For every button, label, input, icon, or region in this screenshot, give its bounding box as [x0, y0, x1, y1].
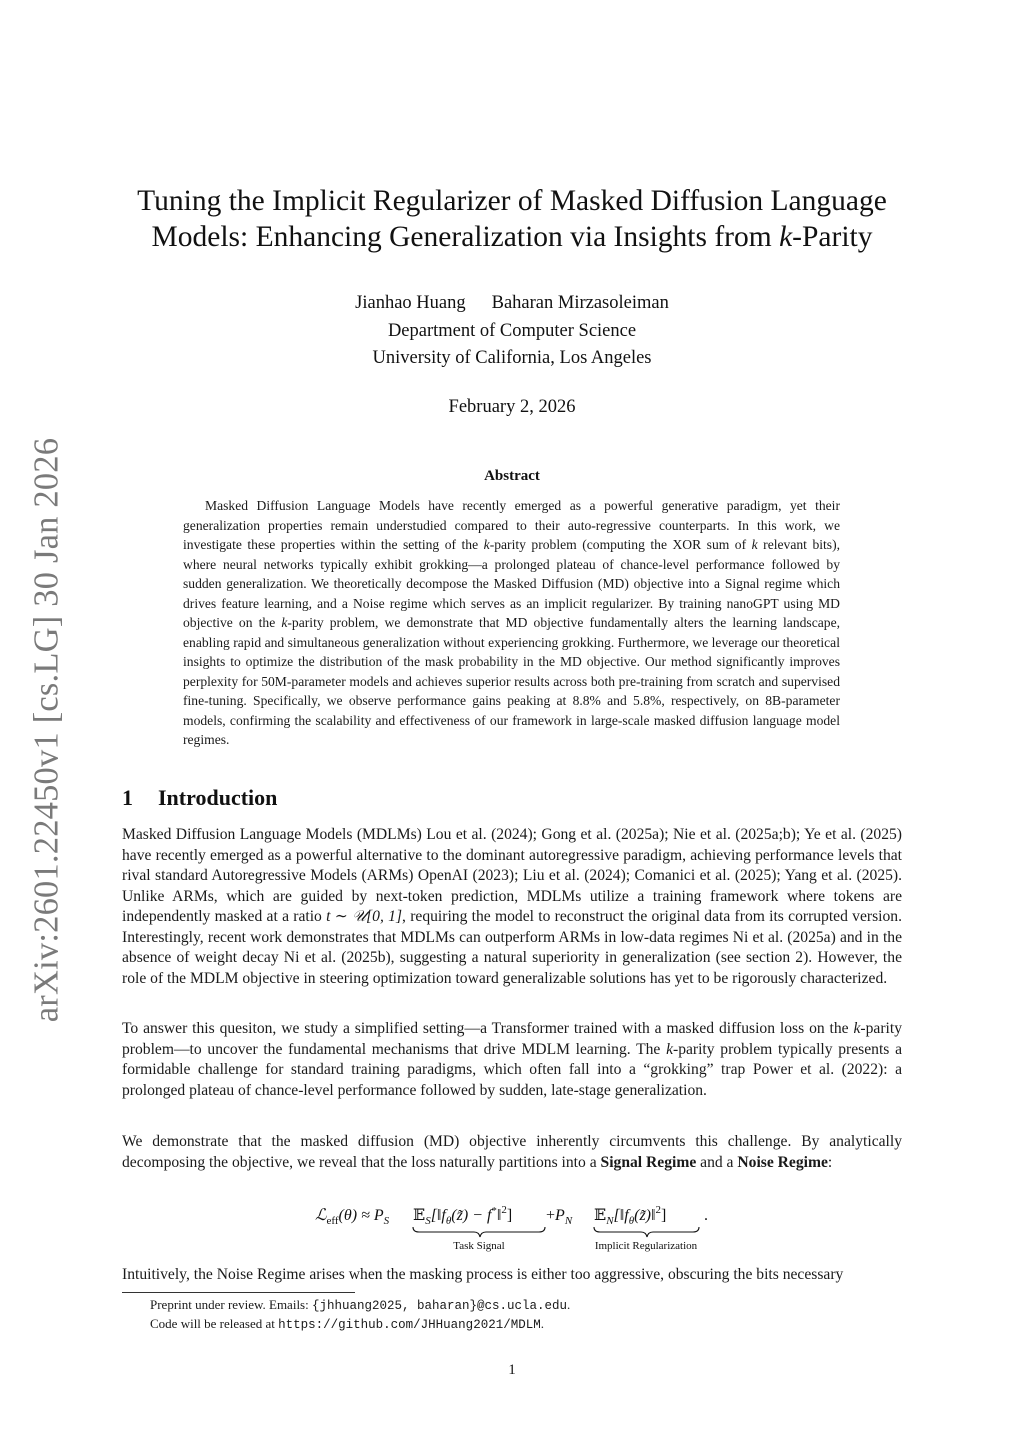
author-block	[100, 290, 924, 373]
underbrace-implicit-regularization	[594, 1227, 699, 1237]
svg-text:+PN: $+P_N$	[546, 1207, 573, 1227]
inline-math: t ∼ 𝒰[0, 1]	[326, 908, 403, 925]
svg-text:.: .	[704, 1207, 708, 1224]
section-number: 1	[122, 785, 133, 810]
intro-paragraph-2: To answer this quesiton, we study a simplified setting—a Transformer trained with a masked diffusion loss on the k-parity problem—to uncover the fundamental mechanisms that drive MDLM learning. The k-parity problem typically presents a formidable challenge for standard training paradigms, which often fall into a “grokking” trap Power et al. (2022): a prolonged plateau of chance-level performance followed by sudden, late-stage generalization.	[122, 1020, 902, 1099]
intro-paragraph-3: We demonstrate that the masked diffusion (MD) objective inherently circumvents this challenge. By analytically decomposing the objective, we reveal that the loss naturally partitions into a Signal Regime and a Noise Regime:	[122, 1133, 902, 1171]
title-line-2: Models: Enhancing Generalization via Insights from k-Parity	[151, 221, 873, 253]
noise-regime-term: Noise Regime	[737, 1153, 828, 1171]
abstract-body: Masked Diffusion Language Models have recently emerged as a powerful generative paradigm, yet their generalization properties remain understudied compared to their auto-regressive counterparts. In this work, we investigate these properties within the setting of the k-parity problem (computing the XOR sum of k relevant bits), where neural networks typically exhibit grokking—a prolonged plateau of chance-level performance followed by sudden generalization. We theoretically decompose the Masked Diffusion (MD) objective into a Signal regime which drives feature learning, and a Noise regime which serves as an implicit regularizer. By training nanoGPT using MD objective on the k-parity problem, we demonstrate that MD objective fundamentally alters the learning landscape, enabling rapid and simultaneous generalization without experiencing grokking. Furthermore, we leverage our theoretical insights to optimize the distribution of the mask probability in the MD objective. Our method significantly improves perplexity for 50M-parameter models and achieves superior results across both pre-training from scratch and supervised fine-tuning. Specifically, we observe performance gains peaking at 8.8% and 5.8%, respectively, on 8B-parameter models, confirming the scalability and effectiveness of our framework in large-scale masked diffusion language model regimes.	[183, 498, 841, 747]
footnote-emails: Preprint under review. Emails: {jhhuang2025, baharan}@cs.ucla.edu.	[150, 1297, 571, 1313]
title-line-1: Tuning the Implicit Regularizer of Masked Diffusion Language	[137, 185, 887, 217]
paper-date: February 2, 2026	[448, 397, 576, 417]
page-number: 1	[508, 1362, 516, 1378]
svg-text:ℒeff(θ) ≈ PS: ℒ$_{eff}$(θ) ≈ $P_S$	[315, 1207, 390, 1227]
svg-text:𝔼S[‖fθ(z̃) − f*‖2]: $𝔼_S[‖f_\theta(z̃)$ − f*‖$^2$]	[413, 1204, 513, 1227]
paper-title	[100, 183, 924, 255]
affiliation-university: University of California, Los Angeles	[372, 348, 652, 368]
intro-paragraph-4: Intuitively, the Noise Regime arises when the masking process is either too aggressive, obscuring the bits necessary	[122, 1266, 844, 1283]
footnotes	[150, 1296, 850, 1334]
affiliation-department: Department of Computer Science	[387, 320, 637, 341]
section-title: Introduction	[158, 785, 278, 810]
intro-paragraph-1: Masked Diffusion Language Models (MDLMs) Lou et al. (2024); Gong et al. (2025a); Nie et al. (2025a;b); Ye et al. (2025) have recently emerged as a powerful alternative to the dominant autoregressive paradigm, achieving performance levels that rival standard Autoregressive Models (ARMs) OpenAI (2023); Liu et al. (2024); Comanici et al. (2025); Yang et al. (2025). Unlike ARMs, which are guided by next-token prediction, MDLMs utilize a training framework where tokens are independently masked at a ratio t ∼ 𝒰[0, 1], requiring the model to reconstruct the original data from its corrupted version. Interestingly, recent work demonstrates that MDLMs can outperform ARMs in low-data regimes Ni et al. (2025a) and in the absence of weight decay Ni et al. (2025b), suggesting a natural superiority in generalization (see section 2). However, the role of the MDLM objective in steering optimization toward generalizable solutions has yet to be rigorously characterized.	[122, 826, 902, 987]
author-name: Baharan Mirzasoleiman	[491, 293, 669, 313]
author-names	[100, 290, 924, 318]
abstract-heading: Abstract	[484, 468, 540, 484]
underbrace-task-signal	[413, 1227, 545, 1237]
email-addresses: {jhhuang2025, baharan}@cs.ucla.edu	[311, 1299, 568, 1313]
signal-regime-term: Signal Regime	[600, 1153, 697, 1171]
svg-text:𝔼N[‖fθ(z̃)‖2]: $𝔼_N[‖f_\theta(z̃)‖^2]$	[594, 1204, 667, 1227]
author-name: Jianhao Huang	[355, 293, 466, 313]
code-url-link[interactable]: https://github.com/JHHuang2021/MDLM	[278, 1318, 541, 1332]
label-implicit-regularization: Implicit Regularization	[594, 1240, 698, 1252]
footnote-divider	[122, 1292, 355, 1293]
effective-loss-equation	[0, 1196, 1024, 1256]
arxiv-identifier: arXiv:2601.22450v1 [cs.LG] 30 Jan 2026	[27, 437, 66, 1023]
section-heading-introduction	[122, 785, 277, 811]
label-task-signal: Task Signal	[453, 1240, 505, 1252]
footnote-code: Code will be released at https://github.com/JHHuang2021/MDLM.	[150, 1316, 544, 1332]
